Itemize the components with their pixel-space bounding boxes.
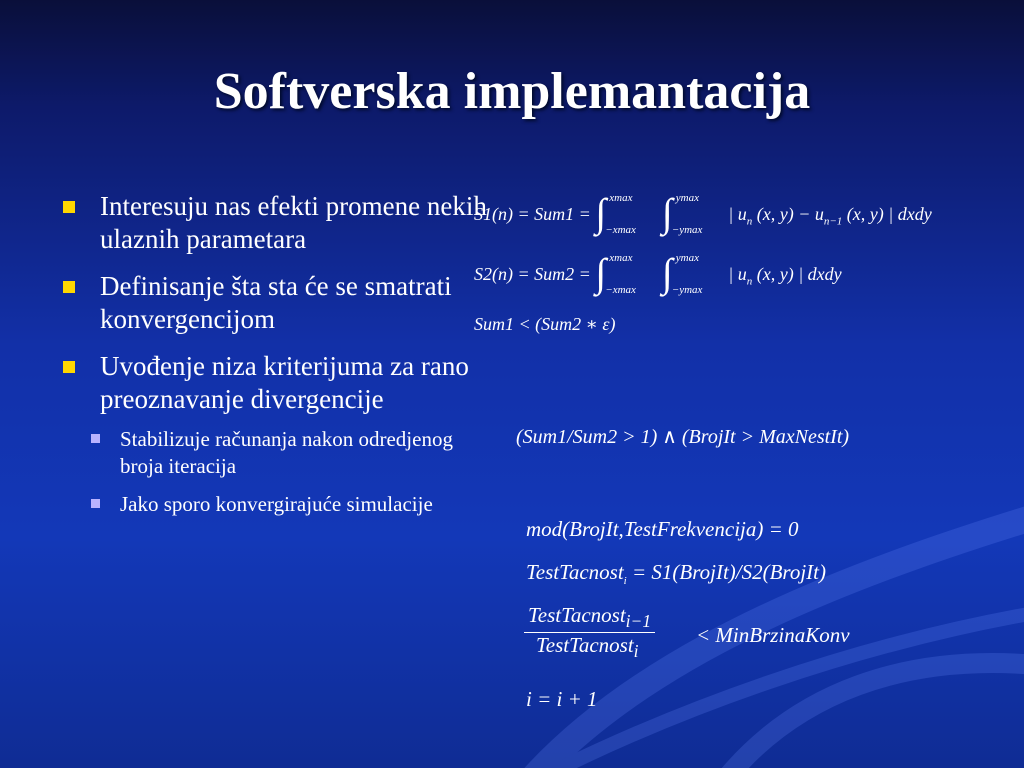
fraction-denominator-text: TestTacnost xyxy=(536,633,634,658)
integral-y-upper: ymax xyxy=(675,252,699,264)
bullet-text: Definisanje šta sta će se smatrati konvergencijom xyxy=(100,271,452,334)
formula-mod-condition: mod(BrojIt,TestFrekvencija) = 0 xyxy=(526,517,799,541)
formula-testtacnost xyxy=(526,560,826,587)
bullet-item xyxy=(62,350,492,518)
square-bullet-icon xyxy=(63,201,75,213)
formula-s2-body-b: (x, y) | dxdy xyxy=(756,264,842,285)
formula-s2-sub-n: n xyxy=(746,275,753,288)
integral-x-upper: xmax xyxy=(609,252,633,264)
formula-ratio-condition: (Sum1/Sum2 > 1) ∧ (BrojIt > MaxNestIt) xyxy=(516,426,850,448)
integral-x: ∫ xmax −xmax xyxy=(595,190,636,236)
sub-bullet-text: Jako sporo konvergirajuće simulacije xyxy=(120,492,433,516)
formula-s2-lhs: S2(n) = Sum2 = xyxy=(474,264,591,285)
fraction-numerator-sub: i−1 xyxy=(625,611,652,632)
fraction-numerator xyxy=(524,603,655,633)
formula-s2 xyxy=(474,250,842,296)
testtacnost-lhs-sub: i xyxy=(623,575,627,588)
formula-fraction-rhs: < MinBrzinaKonv xyxy=(696,623,850,647)
sub-bullet-list xyxy=(88,426,492,518)
formula-s1-sub-n1: n−1 xyxy=(823,215,843,228)
bullet-item xyxy=(62,270,492,336)
sub-bullet-item xyxy=(88,491,492,518)
formula-sum-condition: Sum1 < (Sum2 ∗ ε) xyxy=(474,314,616,334)
integral-y: ∫ ymax −ymax xyxy=(661,190,703,236)
formula-s1-sub-n: n xyxy=(746,215,753,228)
formula-s1-body-b: (x, y) − u xyxy=(756,204,824,225)
formula-increment: i = i + 1 xyxy=(526,687,598,711)
square-bullet-icon xyxy=(63,281,75,293)
formula-s1-lhs: S1(n) = Sum1 = xyxy=(474,204,591,225)
bullet-text: Uvođenje niza kriterijuma za rano preoznavanje divergencije xyxy=(100,351,469,414)
testtacnost-lhs: TestTacnost xyxy=(526,560,624,584)
square-sub-bullet-icon xyxy=(91,434,100,443)
integral-y: ∫ ymax −ymax xyxy=(661,250,703,296)
testtacnost-rhs: = S1(BrojIt)/S2(BrojIt) xyxy=(631,560,826,584)
integral-x-lower: −xmax xyxy=(605,224,636,236)
fraction-denominator xyxy=(524,633,655,662)
integral-x: ∫ xmax −xmax xyxy=(595,250,636,296)
bullet-list xyxy=(62,190,492,532)
formula-fraction xyxy=(524,603,655,662)
slide-title: Softverska implemantacija xyxy=(213,63,811,120)
bullet-item xyxy=(62,190,492,256)
square-sub-bullet-icon xyxy=(91,499,100,508)
integral-x-lower: −xmax xyxy=(605,284,636,296)
integral-x-upper: xmax xyxy=(609,192,633,204)
formula-s2-body-a: | u xyxy=(728,264,747,285)
square-bullet-icon xyxy=(63,361,75,373)
fraction-numerator-text: TestTacnost xyxy=(528,603,626,627)
sub-bullet-text: Stabilizuje računanja nakon odredjenog broja iteracija xyxy=(120,427,453,478)
fraction-denominator-sub: i xyxy=(633,641,639,662)
formula-s1-body-c: (x, y) | dxdy xyxy=(846,204,932,225)
integral-y-upper: ymax xyxy=(675,192,699,204)
integral-y-lower: −ymax xyxy=(671,284,703,296)
bullet-text: Interesuju nas efekti promene nekih ulaznih parametara xyxy=(100,191,487,254)
formula-s1-body-a: | u xyxy=(728,204,747,225)
sub-bullet-item xyxy=(88,426,492,480)
formula-s1 xyxy=(474,190,932,236)
integral-y-lower: −ymax xyxy=(671,224,703,236)
